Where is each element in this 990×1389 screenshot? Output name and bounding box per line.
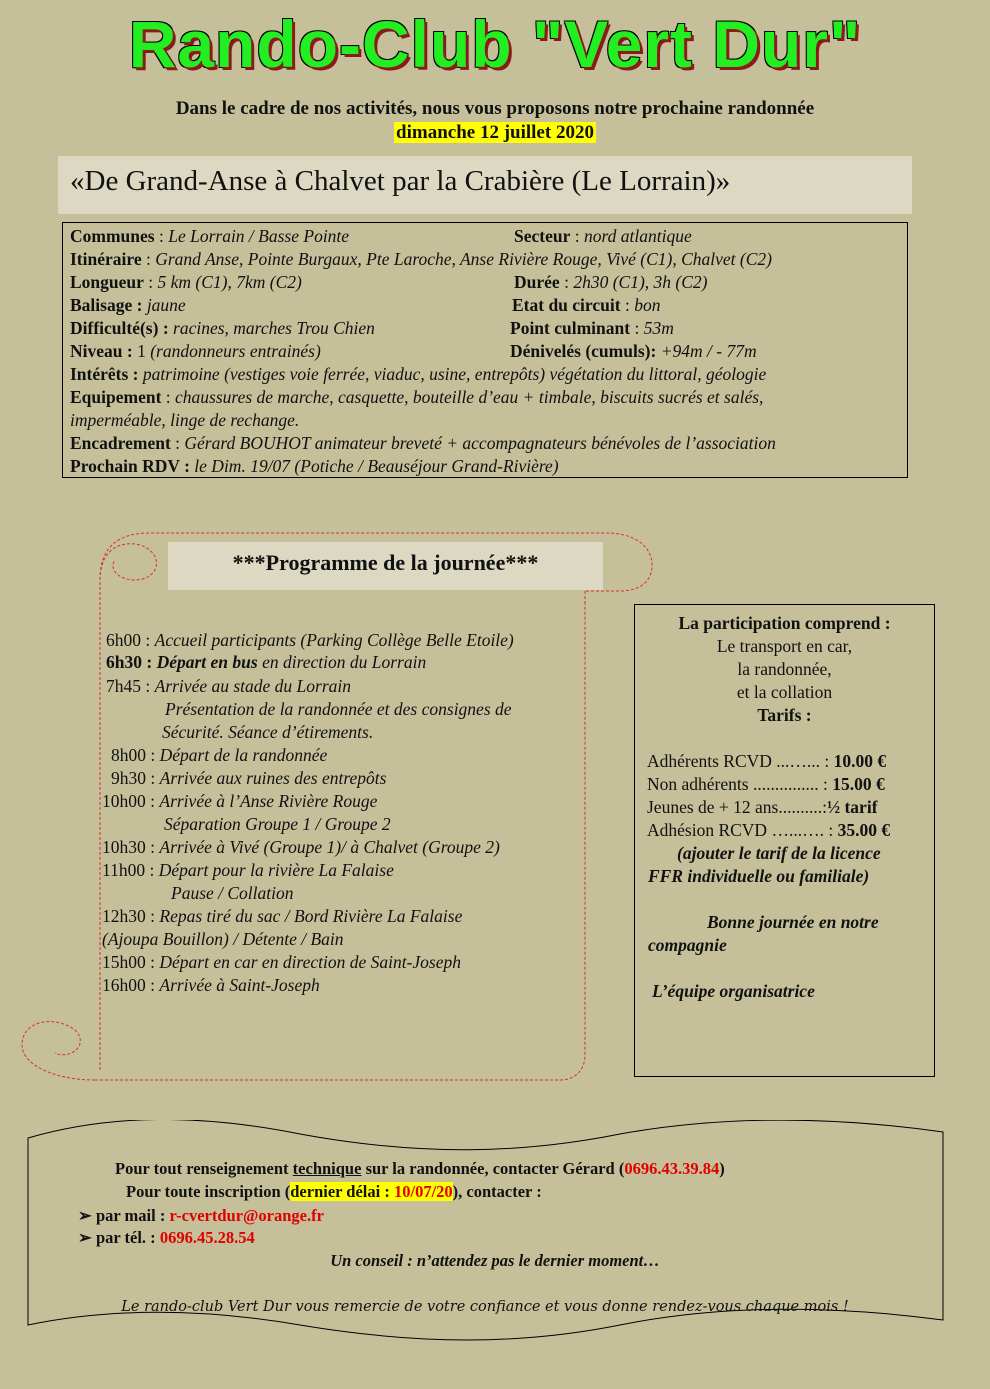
tarif-row: Non adhérents ............... : 15.00 € [647,774,885,794]
info-difficulte: Difficulté(s) : racines, marches Trou Chien [70,318,375,338]
programme-item: Séparation Groupe 1 / Groupe 2 [164,814,391,834]
info-equipement: Equipement : chaussures de marche, casquette, bouteille d’eau + timbale, biscuits sucrés et salés, [70,387,764,407]
info-etat: Etat du circuit : bon [512,295,661,315]
licence-note: (ajouter le tarif de la licence [677,843,881,863]
footer-conseil: Un conseil : n’attendez pas le dernier moment… [330,1251,660,1270]
intro-text: Dans le cadre de nos activités, nous vous proposons notre prochaine randonnée [175,98,815,119]
arrow-bullet-icon: ➢ [78,1228,96,1247]
participation-line: Le transport en car, [716,636,853,656]
info-interets: Intérêts : patrimoine (vestiges voie ferrée, viaduc, usine, entrepôts) végétation du littoral, géologie [70,364,767,384]
programme-item: 6h30 : Départ en bus en direction du Lorrain [106,652,427,672]
tarifs-title: Tarifs : [757,705,812,725]
programme-item: 8h00 : Départ de la randonnée [111,745,328,765]
tarif-row: Jeunes de + 12 ans..........:½ tarif [647,797,878,817]
tarif-row: Adhérents RCVD ...…... : 10.00 € [647,751,887,771]
participation-title: La participation comprend : [678,613,891,633]
programme-item: 9h30 : Arrivée aux ruines des entrepôts [111,768,387,788]
programme-item: 10h30 : Arrivée à Vivé (Groupe 1)/ à Chalvet (Groupe 2) [102,837,500,857]
info-equipement-cont: imperméable, linge de rechange. [70,410,300,430]
hike-date: dimanche 12 juillet 2020 [396,122,594,143]
tarif-row: Adhésion RCVD …...…. : 35.00 € [647,820,891,840]
programme-item: Présentation de la randonnée et des consignes de [165,699,512,719]
participation-line: et la collation [736,682,833,702]
info-point-culminant: Point culminant : 53m [510,318,674,338]
footer-thanks: Le rando-club Vert Dur vous remercie de votre confiance et vous donne rendez-vous chaque mois ! [121,1299,849,1315]
programme-title: ***Programme de la journée*** [232,550,539,575]
signature: L’équipe organisatrice [652,981,815,1001]
info-niveau: Niveau : 1 (randonneurs entrainés) [70,341,321,361]
info-communes: Communes : Le Lorrain / Basse Pointe [70,226,350,246]
hike-date-line [0,122,990,144]
phone-link[interactable]: 0696.45.28.54 [159,1228,255,1247]
programme-item: 12h30 : Repas tiré du sac / Bord Rivière La Falaise [102,906,463,926]
info-rdv: Prochain RDV : le Dim. 19/07 (Potiche / Beauséjour Grand-Rivière) [70,456,559,476]
programme-item: 7h45 : Arrivée au stade du Lorrain [106,676,352,696]
programme-item: 10h00 : Arrivée à l’Anse Rivière Rouge [102,791,378,811]
participation-line: la randonnée, [737,659,832,679]
footer-technique-line: Pour tout renseignement technique sur la randonnée, contacter Gérard (0696.43.39.84) [115,1159,725,1178]
footer-mail-line: ➢ par mail : r-cvertdur@orange.fr [78,1206,324,1225]
programme-item: Pause / Collation [171,883,294,903]
arrow-bullet-icon: ➢ [78,1206,96,1225]
programme-item: (Ajoupa Bouillon) / Détente / Bain [102,929,344,949]
info-duree: Durée : 2h30 (C1), 3h (C2) [514,272,708,292]
info-encadrement: Encadrement : Gérard BOUHOT animateur breveté + accompagnateurs bénévoles de l’association [70,433,776,453]
hike-title: «De Grand-Anse à Chalvet par la Crabière (Le Lorrain)» [70,165,731,197]
info-secteur: Secteur : nord atlantique [514,226,692,246]
info-deniveles: Dénivelés (cumuls): +94m / - 77m [510,341,757,361]
footer-tel-line: ➢ par tél. : 0696.45.28.54 [78,1228,255,1247]
programme-item: 11h00 : Départ pour la rivière La Falaise [102,860,394,880]
email-link[interactable]: r-cvertdur@orange.fr [169,1206,324,1225]
programme-item: 6h00 : Accueil participants (Parking Collège Belle Etoile) [106,630,514,650]
programme-item: 15h00 : Départ en car en direction de Saint-Joseph [102,952,462,972]
footer-inscription-line: Pour toute inscription (dernier délai : 10/07/20), contacter : [126,1182,542,1201]
info-longueur: Longueur : 5 km (C1), 7km (C2) [70,272,302,292]
programme-item: 16h00 : Arrivée à Saint-Joseph [102,975,320,995]
club-title: Rando-Club "Vert Dur" [128,7,862,81]
greeting: Bonne journée en notre [707,912,879,932]
info-itineraire: Itinéraire : Grand Anse, Pointe Burgaux, Pte Laroche, Anse Rivière Rouge, Vivé (C1), Chalvet (C2) [70,249,772,269]
greeting: compagnie [648,935,727,955]
programme-item: Sécurité. Séance d’étirements. [162,722,374,742]
info-balisage: Balisage : jaune [70,295,186,315]
licence-note: FFR individuelle ou familiale) [648,866,870,886]
